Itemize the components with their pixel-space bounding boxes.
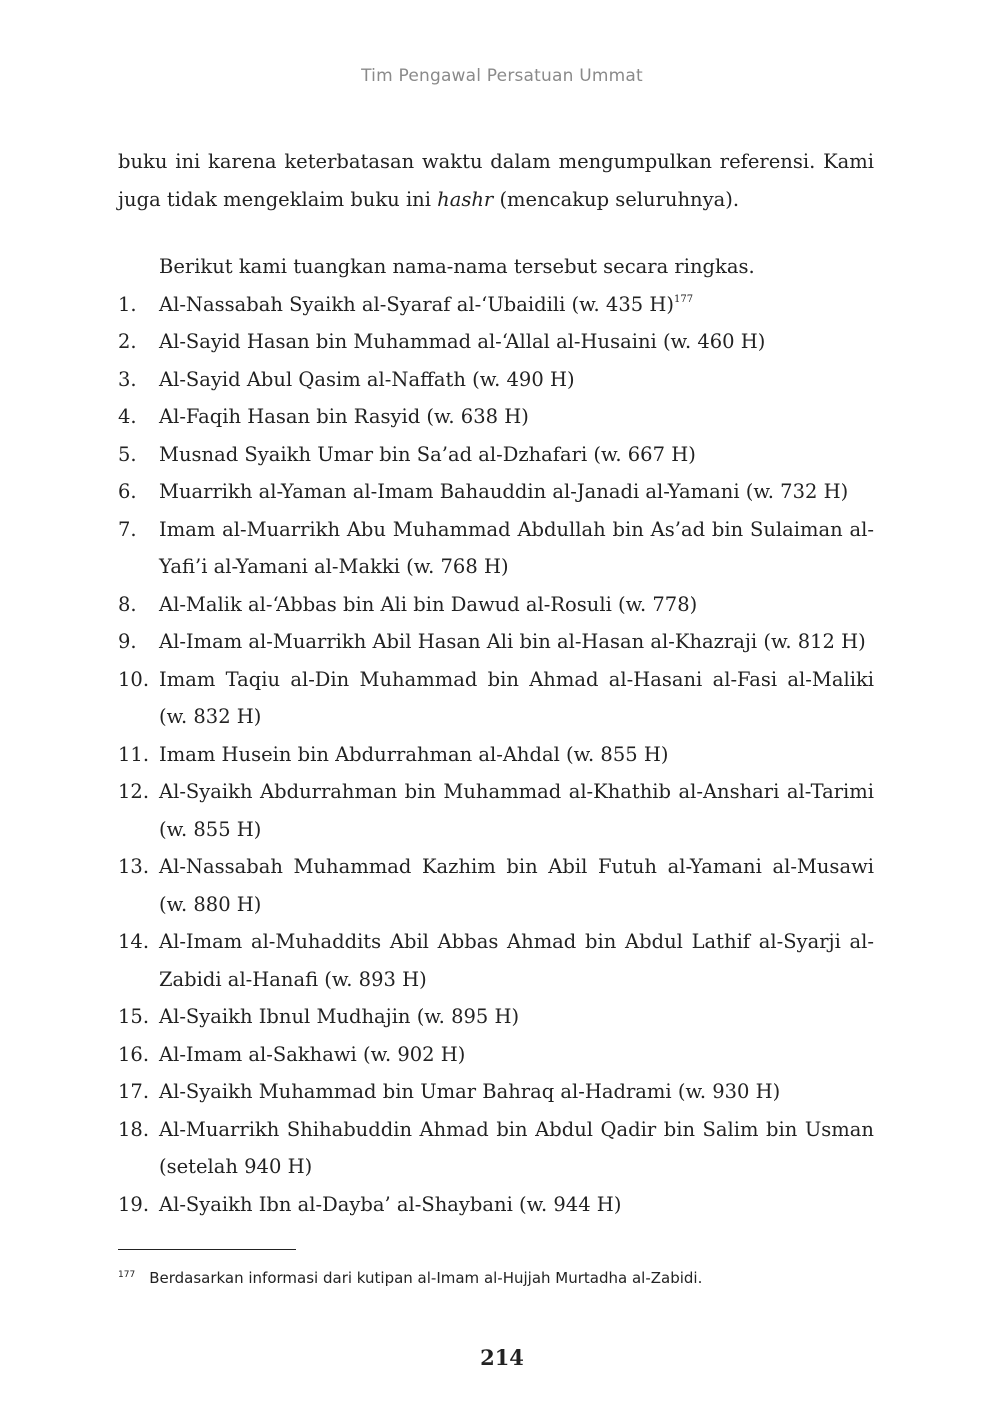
lead-in-paragraph: Berikut kami tuangkan nama-nama tersebut secara ringkas. <box>159 255 755 278</box>
list-text: Al-Syaikh Abdurrahman bin Muhammad al-Khathib al-Anshari al-Tarimi (w. 855 H) <box>159 780 874 841</box>
list-text: Al-Nassabah Syaikh al-Syaraf al-‘Ubaidili (w. 435 H)$^{177}$ <box>159 292 694 316</box>
list-number: 6. <box>118 480 137 503</box>
list-item <box>118 1186 874 1224</box>
footnote-number: 177 <box>118 1270 136 1280</box>
list-number: 7. <box>118 517 137 541</box>
list-text: Imam Taqiu al-Din Muhammad bin Ahmad al-Hasani al-Fasi al-Maliki (w. 832 H) <box>159 667 874 728</box>
list-text: Muarrikh al-Yaman al-Imam Bahauddin al-Janadi al-Yamani (w. 732 H) <box>159 480 849 503</box>
running-head: Tim Pengawal Persatuan Ummat <box>361 66 643 86</box>
list-number: 11. <box>118 742 150 766</box>
list-number: 17. <box>118 1080 150 1103</box>
list-text: Al-Syaikh Muhammad bin Umar Bahraq al-Hadrami (w. 930 H) <box>159 1080 781 1103</box>
list-item <box>118 323 874 361</box>
list-text: Al-Nassabah Muhammad Kazhim bin Abil Futuh al-Yamani al-Musawi (w. 880 H) <box>159 855 874 916</box>
intro-paragraph <box>118 143 874 218</box>
list-text: Al-Syaikh Ibn al-Dayba’ al-Shaybani (w. 944 H) <box>159 1192 622 1216</box>
list-number: 18. <box>118 1117 150 1141</box>
list-number: 2. <box>118 330 137 353</box>
body-text <box>118 143 874 1223</box>
list-item <box>118 1111 874 1186</box>
list-number: 12. <box>118 780 150 803</box>
list-item <box>118 361 874 399</box>
italic-term: hashr <box>437 187 494 211</box>
footnote-divider <box>118 1249 296 1250</box>
list-item <box>118 473 874 511</box>
list-item <box>118 398 874 436</box>
list-text: Al-Sayid Hasan bin Muhammad al-‘Allal al-Husaini (w. 460 H) <box>159 330 766 353</box>
list-number: 9. <box>118 630 137 653</box>
list-item <box>118 773 874 848</box>
list-item <box>118 661 874 736</box>
list-text: Al-Imam al-Muarrikh Abil Hasan Ali bin al-Hasan al-Khazraji (w. 812 H) <box>159 630 866 653</box>
intro-text-before: buku ini karena keterbatasan waktu dalam mengumpulkan referensi. Kami juga tidak mengeklaim buku ini <box>118 150 874 211</box>
list-item <box>118 1036 874 1074</box>
list-number: 8. <box>118 592 137 616</box>
list-item <box>118 286 874 324</box>
list-number: 15. <box>118 1005 150 1028</box>
list-text: Al-Imam al-Muhaddits Abil Abbas Ahmad bin Abdul Lathif al-Syarji al-Zabidi al-Hanafi (w. 893 H) <box>159 930 874 991</box>
page-number: 214 <box>480 1345 524 1370</box>
list-number: 13. <box>118 855 150 878</box>
list-number: 1. <box>118 292 137 316</box>
list-number: 14. <box>118 930 150 953</box>
list-item <box>118 1073 874 1111</box>
list-number: 3. <box>118 367 137 391</box>
footnote-reference[interactable]: 177 <box>673 293 694 305</box>
list-number: 5. <box>118 442 137 466</box>
list-item <box>118 923 874 998</box>
list-item <box>118 623 874 661</box>
list-text: Al-Sayid Abul Qasim al-Naffath (w. 490 H) <box>159 367 575 391</box>
list-item <box>118 736 874 774</box>
list-text: Al-Syaikh Ibnul Mudhajin (w. 895 H) <box>159 1005 520 1028</box>
list-text: Musnad Syaikh Umar bin Sa’ad al-Dzhafari (w. 667 H) <box>159 442 696 466</box>
list-item <box>118 586 874 624</box>
list-text: Imam al-Muarrikh Abu Muhammad Abdullah bin As’ad bin Sulaiman al-Yafi’i al-Yamani al-Makki (w. 768 H) <box>159 517 874 578</box>
list-text: Imam Husein bin Abdurrahman al-Ahdal (w. 855 H) <box>159 742 669 766</box>
list-number: 19. <box>118 1192 150 1216</box>
list-number: 4. <box>118 405 137 428</box>
scholar-list <box>118 286 874 1224</box>
list-item <box>118 848 874 923</box>
list-text: Al-Malik al-‘Abbas bin Ali bin Dawud al-Rosuli (w. 778) <box>159 592 698 616</box>
list-item <box>118 511 874 586</box>
list-number: 16. <box>118 1042 150 1066</box>
list-text: Al-Faqih Hasan bin Rasyid (w. 638 H) <box>159 405 529 428</box>
list-item <box>118 436 874 474</box>
list-number: 10. <box>118 667 150 691</box>
intro-text-after: (mencakup seluruhnya). <box>493 187 740 211</box>
list-text: Al-Muarrikh Shihabuddin Ahmad bin Abdul Qadir bin Salim bin Usman (setelah 940 H) <box>159 1117 874 1178</box>
list-item <box>118 998 874 1036</box>
footnote-text: Berdasarkan informasi dari kutipan al-Imam al-Hujjah Murtadha al-Zabidi. <box>149 1269 703 1287</box>
footnote <box>118 1264 874 1289</box>
list-text: Al-Imam al-Sakhawi (w. 902 H) <box>159 1042 466 1066</box>
